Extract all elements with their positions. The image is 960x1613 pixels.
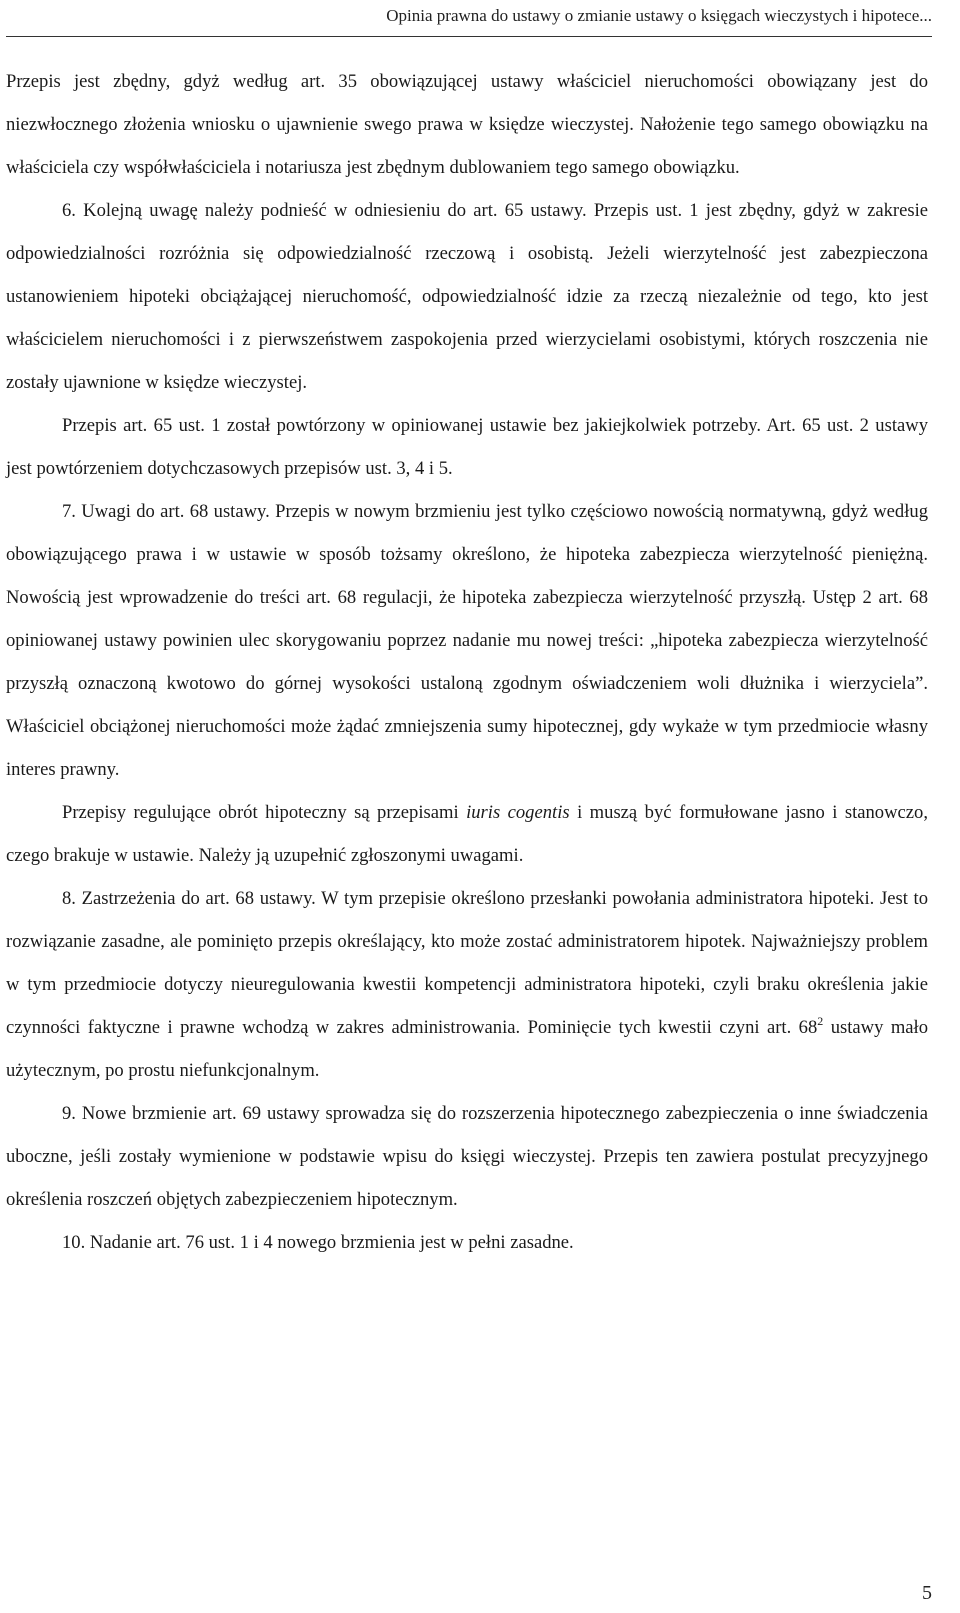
text-segment: 8. Zastrzeżenia do art. 68 ustawy. W tym przepisie określono przesłanki powołania administratora hipoteki. Jest to rozwiązanie zasadne, ale pominięto przepis określający, kto może zostać administratorem hipotek. Najważniejszy problem w tym przedmiocie dotyczy nieuregulowania kwestii kompetencji administratora hipoteki, czyli braku określenia jakie czynności faktyczne i prawne wchodzą w zakres administrowania. Pominięcie tych kwestii czyni art. 68 <box>6 888 928 1038</box>
paragraph-9: 9. Nowe brzmienie art. 69 ustawy sprowadza się do rozszerzenia hipotecznego zabezpieczenia o inne świadczenia uboczne, jeśli zostały wymienione w podstawie wpisu do księgi wieczystej. Przepis ten zawiera postulat precyzyjnego określenia roszczeń objętych zabezpieczeniem hipotecznym. <box>6 1103 928 1210</box>
paragraph-iuris-cogentis <box>6 791 928 877</box>
paragraph-art-65: Przepis art. 65 ust. 1 został powtórzony w opiniowanej ustawie bez jakiejkolwiek potrzeby. Art. 65 ust. 2 ustawy jest powtórzeniem dotychczasowych przepisów ust. 3, 4 i 5. <box>6 415 928 479</box>
text-segment: Przepisy regulujące obrót hipoteczny są przepisami <box>62 802 467 823</box>
header-rule <box>6 36 932 37</box>
page-number: 5 <box>922 1582 932 1604</box>
paragraph-6: 6. Kolejną uwagę należy podnieść w odniesieniu do art. 65 ustawy. Przepis ust. 1 jest zbędny, gdyż w zakresie odpowiedzialności rozróżnia się odpowiedzialność rzeczową i osobistą. Jeżeli wierzytelność jest zabezpieczona ustanowieniem hipoteki obciążającej nieruchomość, odpowiedzialność idzie za rzeczą niezależnie od tego, kto jest właścicielem nieruchomości i z pierwszeństwem zaspokojenia przed wierzycielami osobistymi, których roszczenia nie zostały ujawnione w księdze wieczystej. <box>6 200 928 393</box>
paragraph-1: Przepis jest zbędny, gdyż według art. 35 obowiązującej ustawy właściciel nieruchomości obowiązany jest do niezwłocznego złożenia wniosku o ujawnienie swego prawa w księdze wieczystej. Nałożenie tego samego obowiązku na właściciela czy współwłaściciela i notariusza jest zbędnym dublowaniem tego samego obowiązku. <box>6 71 928 178</box>
paragraph-7: 7. Uwagi do art. 68 ustawy. Przepis w nowym brzmieniu jest tylko częściowo nowością normatywną, gdyż według obowiązującego prawa i w ustawie w sposób tożsamy określono, że hipoteka zabezpiecza wierzytelność pieniężną. Nowością jest wprowadzenie do treści art. 68 regulacji, że hipoteka zabezpiecza wierzytelność przyszłą. Ustęp 2 art. 68 opiniowanej ustawy powinien ulec skorygowaniu poprzez nadanie mu nowej treści: „hipoteka zabezpiecza wierzytelność przyszłą oznaczoną kwotowo do górnej wysokości ustaloną zgodnym oświadczeniem woli dłużnika i wierzyciela”. Właściciel obciążonej nieruchomości może żądać zmniejszenia sumy hipotecznej, gdy wykaże w tym przedmiocie własny interes prawny. <box>6 501 928 780</box>
paragraph-10: 10. Nadanie art. 76 ust. 1 i 4 nowego brzmienia jest w pełni zasadne. <box>62 1232 574 1253</box>
text-segment: ustawy mało użytecznym, po prostu niefunkcjonalnym. <box>6 1017 928 1081</box>
superscript: 2 <box>817 1014 824 1028</box>
running-header: Opinia prawna do ustawy o zmianie ustawy o księgach wieczystych i hipotece... <box>386 6 932 25</box>
document-body <box>6 60 928 1264</box>
italic-term: iuris cogentis <box>466 802 570 823</box>
paragraph-8 <box>6 877 928 1092</box>
text-segment: i muszą być formułowane jasno i stanowczo, czego brakuje w ustawie. Należy ją uzupełnić zgłoszonymi uwagami. <box>6 802 928 866</box>
